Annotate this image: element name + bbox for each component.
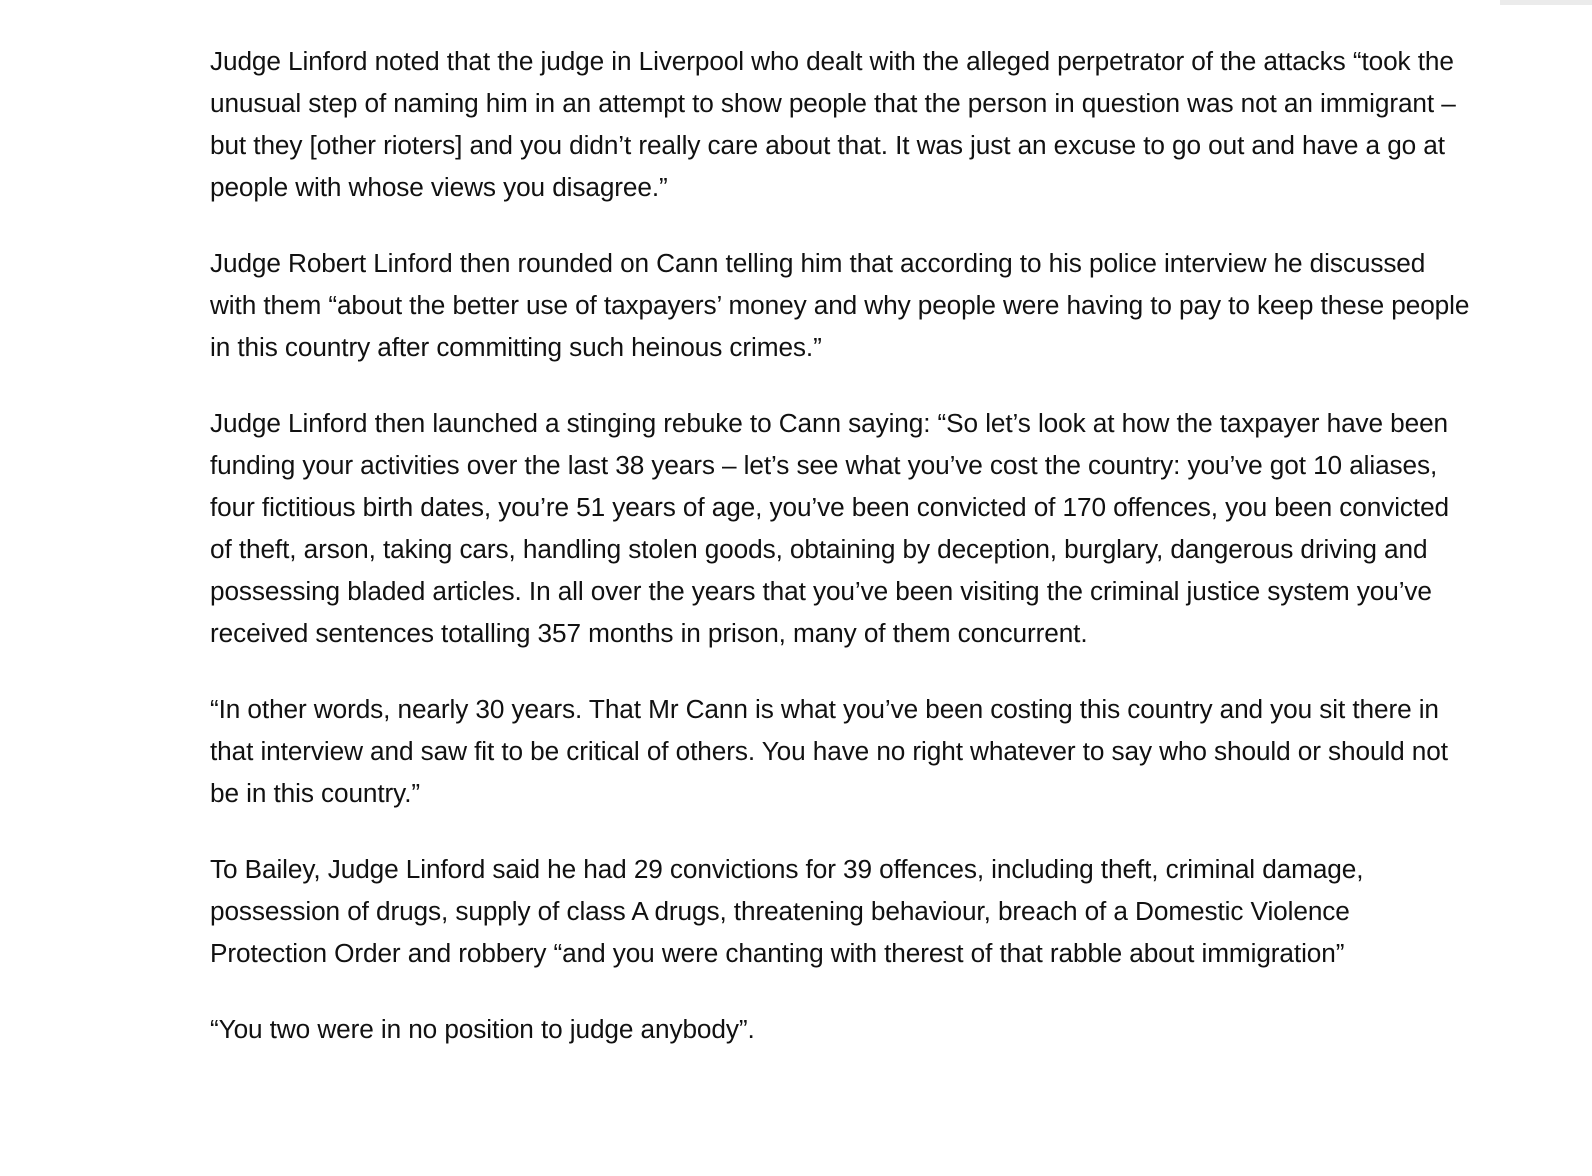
scrollbar-thumb[interactable]	[1500, 0, 1592, 5]
article-paragraph: “In other words, nearly 30 years. That Mr Cann is what you’ve been costing this country and you sit there in that interview and saw fit to be critical of others. You have no right whatever to say who should or should not be in this country.”	[210, 694, 1448, 808]
article-paragraph: To Bailey, Judge Linford said he had 29 convictions for 39 offences, including theft, criminal damage, possession of drugs, supply of class A drugs, threatening behaviour, breach of a Domestic Violence Protection Order and robbery “and you were chanting with therest of that rabble about immigration”	[210, 854, 1364, 968]
article-paragraph: Judge Robert Linford then rounded on Cann telling him that according to his police interview he discussed with them “about the better use of taxpayers’ money and why people were having to pay to keep these people in this country after committing such heinous crimes.”	[210, 248, 1470, 362]
article-paragraph: Judge Linford noted that the judge in Liverpool who dealt with the alleged perpetrator of the attacks “took the unusual step of naming him in an attempt to show people that the person in question was not an immigrant – but they [other rioters] and you didn’t really care about that. It was just an excuse to go out and have a go at people with whose views you disagree.”	[210, 46, 1456, 202]
article-paragraph: Judge Linford then launched a stinging rebuke to Cann saying: “So let’s look at how the taxpayer have been funding your activities over the last 38 years – let’s see what you’ve cost the country: you’ve got 10 aliases, four fictitious birth dates, you’re 51 years of age, you’ve been convicted of 170 offences, you been convicted of theft, arson, taking cars, handling stolen goods, obtaining by deception, burglary, dangerous driving and possessing bladed articles. In all over the years that you’ve been visiting the criminal justice system you’ve received sentences totalling 357 months in prison, many of them concurrent.	[210, 408, 1450, 648]
article-paragraph: “You two were in no position to judge anybody”.	[210, 1014, 755, 1044]
article-body	[210, 40, 1472, 1084]
